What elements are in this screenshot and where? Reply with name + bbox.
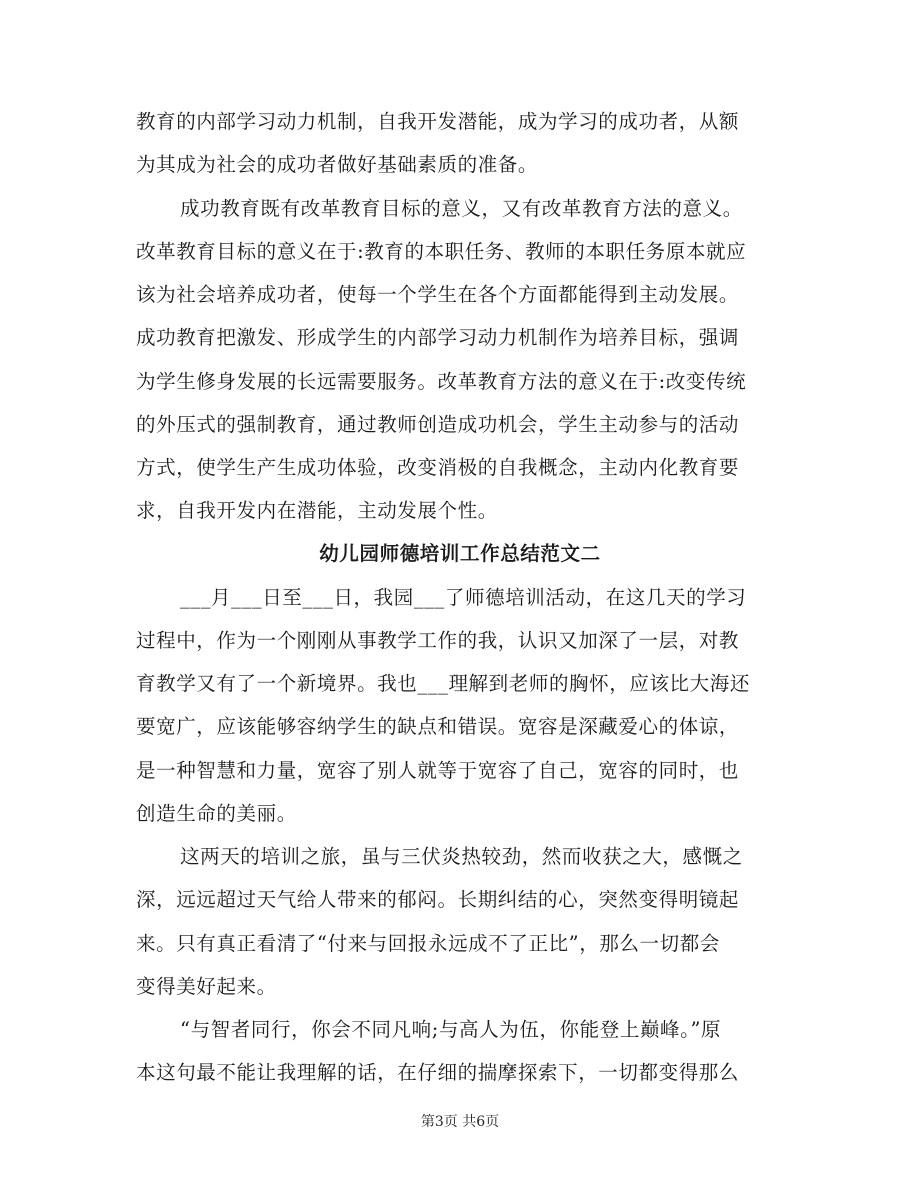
paragraph-line: 来。只有真正看清了“付来与回报永远成不了正比”，那么一切都会 xyxy=(136,932,720,955)
paragraph-line: 是一种智慧和力量，宽容了别人就等于宽容了自己，宽容的同时，也 xyxy=(136,759,740,782)
page-number-footer: 第3页 共6页 xyxy=(420,1114,500,1130)
paragraph-line: 为其成为社会的成功者做好基础素质的准备。 xyxy=(136,153,539,176)
paragraph-line: 这两天的培训之旅，虽与三伏炎热较劲，然而收获之大，感慨之 xyxy=(180,845,743,868)
paragraph-line: 过程中，作为一个刚刚从事教学工作的我，认识又加深了一层，对教 xyxy=(136,629,740,652)
paragraph-line: 成功教育既有改革教育目标的意义，又有改革教育方法的意义。 xyxy=(180,197,743,220)
paragraph-line: 创造生命的美丽。 xyxy=(136,802,297,825)
paragraph-line: 教育的内部学习动力机制，自我开发潜能，成为学习的成功者，从额 xyxy=(136,110,740,133)
paragraph-line: 本这句最不能让我理解的话，在仔细的揣摩探索下，一切都变得那么 xyxy=(136,1061,740,1084)
paragraph-line: 的外压式的强制教育，通过教师创造成功机会，学生主动参与的活动 xyxy=(136,413,740,436)
paragraph-line: 改革教育目标的意义在于:教育的本职任务、教师的本职任务原本就应 xyxy=(136,240,747,263)
paragraph-line: 成功教育把激发、形成学生的内部学习动力机制作为培养目标，强调 xyxy=(136,326,740,349)
section-heading: 幼儿园师德培训工作总结范文二 xyxy=(319,542,601,565)
paragraph-line: 育教学又有了一个新境界。我也___理解到老师的胸怀，应该比大海还 xyxy=(136,672,750,695)
paragraph-line: 方式，使学生产生成功体验，改变消极的自我概念，主动内化教育要 xyxy=(136,456,740,479)
paragraph-line: 深，远远超过天气给人带来的郁闷。长期纠结的心，突然变得明镜起 xyxy=(136,888,740,911)
paragraph-line: 求，自我开发内在潜能，主动发展个性。 xyxy=(136,499,498,522)
paragraph-line: 该为社会培养成功者，使每一个学生在各个方面都能得到主动发展。 xyxy=(136,283,740,306)
paragraph-line: 要宽广，应该能够容纳学生的缺点和错误。宽容是深藏爱心的体谅， xyxy=(136,715,740,738)
paragraph-line: 为学生修身发展的长远需要服务。改革教育方法的意义在于:改变传统 xyxy=(136,370,747,393)
paragraph-line: ___月___日至___日，我园___了师德培训活动，在这几天的学习 xyxy=(180,586,747,609)
paragraph-line: “与智者同行，你会不同凡响;与高人为伍，你能登上巅峰。”原 xyxy=(180,1018,722,1041)
paragraph-line: 变得美好起来。 xyxy=(136,975,277,998)
